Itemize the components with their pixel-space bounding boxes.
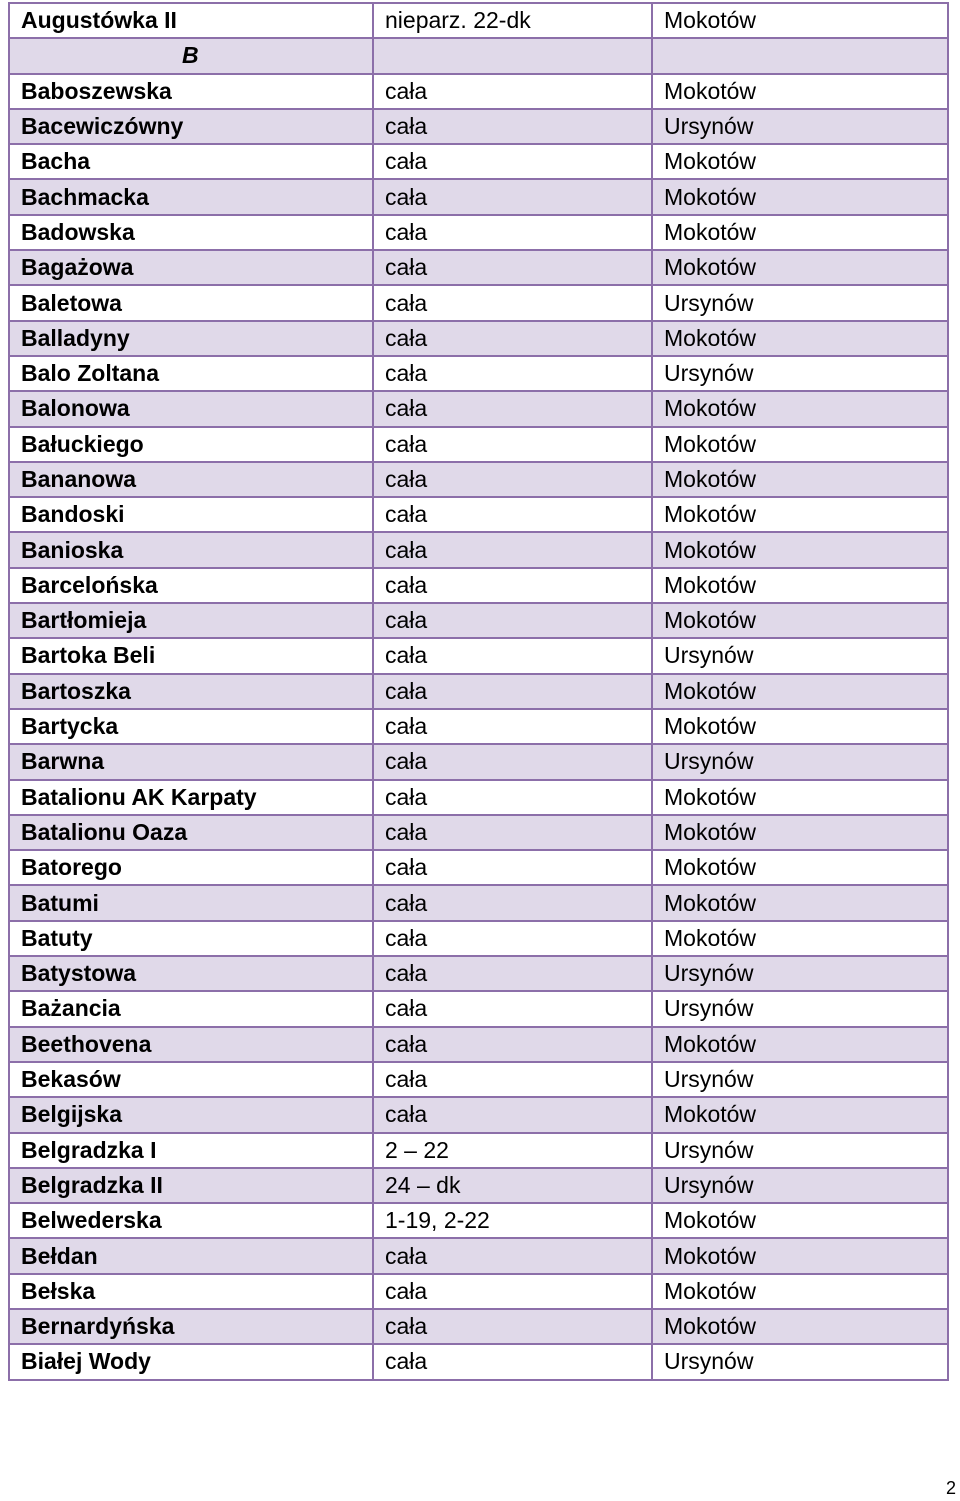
table-row xyxy=(9,709,948,744)
district-cell: Mokotów xyxy=(652,391,948,426)
range-cell: cała xyxy=(373,250,652,285)
table-row xyxy=(9,638,948,673)
table-row xyxy=(9,109,948,144)
table-row xyxy=(9,991,948,1026)
range-cell: nieparz. 22-dk xyxy=(373,3,652,38)
street-name-cell: Belgradzka I xyxy=(9,1133,373,1168)
table-row xyxy=(9,744,948,779)
range-cell: cała xyxy=(373,780,652,815)
table-row xyxy=(9,497,948,532)
street-name-cell: Bartoka Beli xyxy=(9,638,373,673)
range-cell: cała xyxy=(373,1062,652,1097)
table-row xyxy=(9,1274,948,1309)
range-cell: cała xyxy=(373,815,652,850)
table-row xyxy=(9,1097,948,1132)
range-cell: cała xyxy=(373,1027,652,1062)
table-row xyxy=(9,1062,948,1097)
table-row xyxy=(9,815,948,850)
street-name-cell: Białej Wody xyxy=(9,1344,373,1379)
district-cell: Mokotów xyxy=(652,1097,948,1132)
range-cell: cała xyxy=(373,321,652,356)
street-name-cell: Bełdan xyxy=(9,1238,373,1273)
street-name-cell: Bernardyńska xyxy=(9,1309,373,1344)
district-cell: Mokotów xyxy=(652,250,948,285)
range-cell: cała xyxy=(373,956,652,991)
street-name-cell: Baboszewska xyxy=(9,74,373,109)
district-cell xyxy=(652,38,948,73)
district-cell: Mokotów xyxy=(652,321,948,356)
range-cell: cała xyxy=(373,144,652,179)
table-row xyxy=(9,179,948,214)
street-name-cell: Belgradzka II xyxy=(9,1168,373,1203)
street-name-cell: Balonowa xyxy=(9,391,373,426)
range-cell: cała xyxy=(373,638,652,673)
street-name-cell: Batumi xyxy=(9,885,373,920)
range-cell: cała xyxy=(373,391,652,426)
district-cell: Mokotów xyxy=(652,3,948,38)
street-name-cell: Barwna xyxy=(9,744,373,779)
table-row xyxy=(9,74,948,109)
table-row xyxy=(9,321,948,356)
district-cell: Mokotów xyxy=(652,532,948,567)
range-cell: 1-19, 2-22 xyxy=(373,1203,652,1238)
district-cell: Ursynów xyxy=(652,638,948,673)
range-cell: cała xyxy=(373,356,652,391)
district-cell: Ursynów xyxy=(652,1168,948,1203)
district-cell: Mokotów xyxy=(652,215,948,250)
street-name-cell: Bełska xyxy=(9,1274,373,1309)
range-cell: 24 – dk xyxy=(373,1168,652,1203)
table-row xyxy=(9,532,948,567)
street-name-cell: Belgijska xyxy=(9,1097,373,1132)
range-cell: cała xyxy=(373,850,652,885)
street-name-cell: Bartoszka xyxy=(9,674,373,709)
district-cell: Ursynów xyxy=(652,991,948,1026)
range-cell: cała xyxy=(373,603,652,638)
range-cell: cała xyxy=(373,674,652,709)
street-name-cell: Bałuckiego xyxy=(9,427,373,462)
street-name-cell: Batystowa xyxy=(9,956,373,991)
street-name-cell: Bartycka xyxy=(9,709,373,744)
street-name-cell: Bekasów xyxy=(9,1062,373,1097)
table-row xyxy=(9,850,948,885)
table-row xyxy=(9,1309,948,1344)
range-cell: cała xyxy=(373,179,652,214)
district-cell: Mokotów xyxy=(652,427,948,462)
street-district-table xyxy=(8,2,949,1381)
street-name-cell: Balo Zoltana xyxy=(9,356,373,391)
range-cell: cała xyxy=(373,1344,652,1379)
range-cell: cała xyxy=(373,427,652,462)
district-cell: Mokotów xyxy=(652,885,948,920)
range-cell: cała xyxy=(373,744,652,779)
street-name-cell: Baletowa xyxy=(9,285,373,320)
district-cell: Mokotów xyxy=(652,921,948,956)
district-cell: Ursynów xyxy=(652,744,948,779)
district-cell: Mokotów xyxy=(652,850,948,885)
street-name-cell: Bartłomieja xyxy=(9,603,373,638)
range-cell: cała xyxy=(373,215,652,250)
district-cell: Ursynów xyxy=(652,956,948,991)
district-cell: Mokotów xyxy=(652,1238,948,1273)
district-cell: Mokotów xyxy=(652,1027,948,1062)
street-name-cell: Batalionu Oaza xyxy=(9,815,373,850)
table-row xyxy=(9,568,948,603)
district-cell: Mokotów xyxy=(652,603,948,638)
section-letter: B xyxy=(9,38,373,73)
range-cell: 2 – 22 xyxy=(373,1133,652,1168)
table-row xyxy=(9,3,948,38)
district-cell: Ursynów xyxy=(652,1133,948,1168)
table-row xyxy=(9,462,948,497)
table-row xyxy=(9,1027,948,1062)
district-cell: Ursynów xyxy=(652,1062,948,1097)
district-cell: Mokotów xyxy=(652,780,948,815)
table-row xyxy=(9,1238,948,1273)
table-row xyxy=(9,1133,948,1168)
table-row xyxy=(9,427,948,462)
district-cell: Mokotów xyxy=(652,1274,948,1309)
range-cell: cała xyxy=(373,532,652,567)
range-cell: cała xyxy=(373,1238,652,1273)
district-cell: Mokotów xyxy=(652,709,948,744)
table-body xyxy=(9,3,948,1380)
range-cell: cała xyxy=(373,568,652,603)
street-name-cell: Badowska xyxy=(9,215,373,250)
district-cell: Mokotów xyxy=(652,179,948,214)
district-cell: Mokotów xyxy=(652,1203,948,1238)
district-cell: Mokotów xyxy=(652,462,948,497)
table-row xyxy=(9,885,948,920)
street-name-cell: Bandoski xyxy=(9,497,373,532)
district-cell: Mokotów xyxy=(652,568,948,603)
district-cell: Mokotów xyxy=(652,674,948,709)
table-row xyxy=(9,780,948,815)
table-row xyxy=(9,921,948,956)
range-cell: cała xyxy=(373,709,652,744)
range-cell: cała xyxy=(373,1274,652,1309)
table-row xyxy=(9,215,948,250)
table-row xyxy=(9,1344,948,1379)
range-cell: cała xyxy=(373,109,652,144)
street-name-cell: Bagażowa xyxy=(9,250,373,285)
table-row xyxy=(9,603,948,638)
range-cell: cała xyxy=(373,497,652,532)
district-cell: Ursynów xyxy=(652,356,948,391)
table-row xyxy=(9,391,948,426)
district-cell: Mokotów xyxy=(652,74,948,109)
district-cell: Mokotów xyxy=(652,815,948,850)
street-name-cell: Bacha xyxy=(9,144,373,179)
district-cell: Mokotów xyxy=(652,144,948,179)
range-cell: cała xyxy=(373,462,652,497)
district-cell: Ursynów xyxy=(652,1344,948,1379)
table-row xyxy=(9,144,948,179)
table-row xyxy=(9,356,948,391)
street-name-cell: Batalionu AK Karpaty xyxy=(9,780,373,815)
table-row xyxy=(9,285,948,320)
street-name-cell: Bażancia xyxy=(9,991,373,1026)
range-cell: cała xyxy=(373,1309,652,1344)
range-cell: cała xyxy=(373,1097,652,1132)
table-row xyxy=(9,956,948,991)
street-name-cell: Belwederska xyxy=(9,1203,373,1238)
range-cell xyxy=(373,38,652,73)
range-cell: cała xyxy=(373,285,652,320)
range-cell: cała xyxy=(373,921,652,956)
range-cell: cała xyxy=(373,74,652,109)
table-row xyxy=(9,250,948,285)
district-cell: Mokotów xyxy=(652,1309,948,1344)
section-letter-row xyxy=(9,38,948,73)
street-name-cell: Barcelońska xyxy=(9,568,373,603)
table-row xyxy=(9,1203,948,1238)
table-row xyxy=(9,674,948,709)
table-row xyxy=(9,1168,948,1203)
street-name-cell: Bacewiczówny xyxy=(9,109,373,144)
street-name-cell: Batorego xyxy=(9,850,373,885)
district-cell: Ursynów xyxy=(652,109,948,144)
street-name-cell: Bachmacka xyxy=(9,179,373,214)
range-cell: cała xyxy=(373,885,652,920)
street-name-cell: Batuty xyxy=(9,921,373,956)
street-name-cell: Bananowa xyxy=(9,462,373,497)
street-name-cell: Beethovena xyxy=(9,1027,373,1062)
street-name-cell: Balladyny xyxy=(9,321,373,356)
range-cell: cała xyxy=(373,991,652,1026)
district-cell: Ursynów xyxy=(652,285,948,320)
street-name-cell: Banioska xyxy=(9,532,373,567)
street-name-cell: Augustówka II xyxy=(9,3,373,38)
district-cell: Mokotów xyxy=(652,497,948,532)
page-number: 2 xyxy=(945,1478,956,1498)
